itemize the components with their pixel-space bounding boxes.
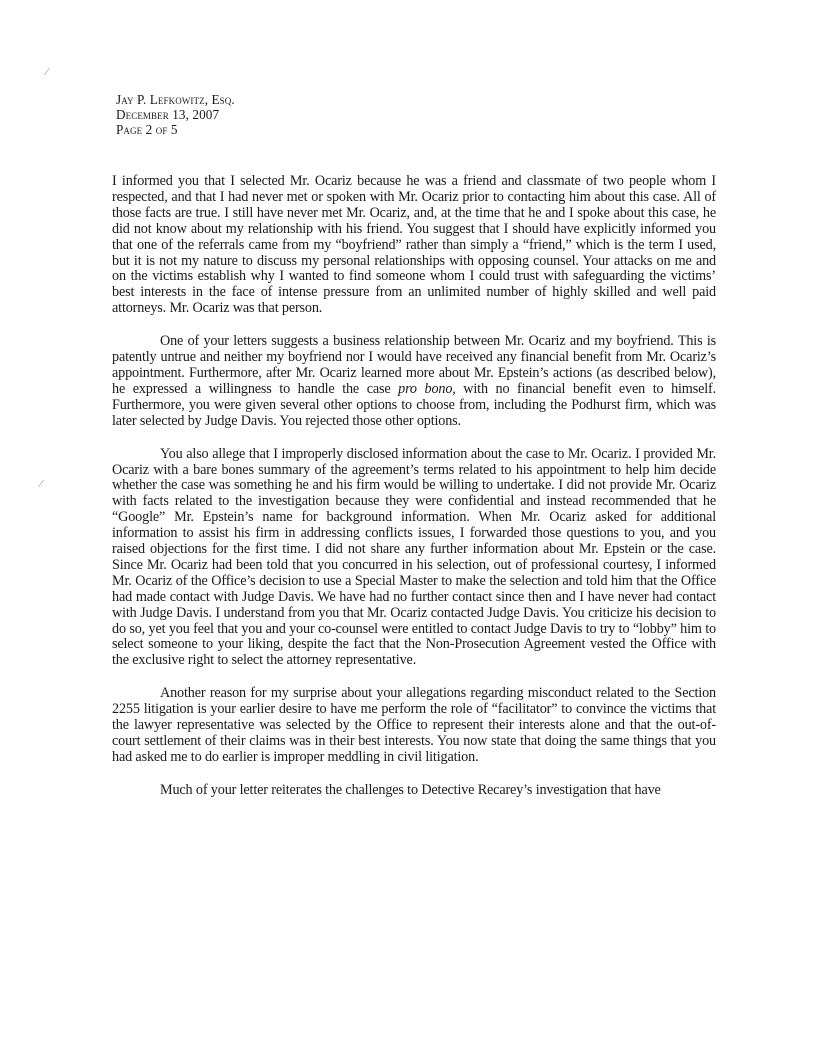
page-number: Page 2 of 5 (116, 122, 178, 137)
paragraph-5: Much of your letter reiterates the challenges to Detective Recarey’s investigation that have (160, 781, 661, 798)
paragraph-1: I informed you that I selected Mr. Ocariz because he was a friend and classmate of two people whom I respected, and that I had never met or spoken with Mr. Ocariz prior to contacting him about this case. All of those facts are true. I still have never met Mr. Ocariz, and, at the time that he and I spoke about this case, he did not know about my relationship with his friend. You suggest that I should have explicitly informed you that one of the referrals came from my “boyfriend” rather than simply a “friend,” which is the term I used, but it is not my nature to discuss my personal relationships with opposing counsel. Your attacks on me and on the victims establish why I wanted to find someone whom I could trust with safeguarding the victims’ best interests in the face of intense pressure from an unlimited number of highly skilled and well paid attorneys. Mr. Ocariz was that person. (112, 173, 716, 317)
letter-header (116, 92, 235, 137)
letter-date: December 13, 2007 (116, 107, 220, 122)
letter-body (112, 174, 716, 816)
paragraph-4: Another reason for my surprise about your allegations regarding misconduct related to the Section 2255 litigation is your earlier desire to have me perform the role of “facilitator” to convince the victims that the lawyer representative was selected by the Office to represent their interests alone and that the out-of-court settlement of their claims was in their best interests. You now state that doing the same things that you had asked me to do earlier is improper meddling in civil litigation. (112, 685, 716, 765)
paragraph-3: You also allege that I improperly disclosed information about the case to Mr. Ocariz. I provided Mr. Ocariz with a bare bones summary of the agreement’s terms related to his appointment to help him decide whether the case was something he and his firm would be willing to undertake. I did not provide Mr. Ocariz with facts related to the investigation because they were confidential and instead recommended that he “Google” Mr. Epstein’s name for background information. When Mr. Ocariz asked for additional information to assist his firm in addressing conflicts issues, I forwarded those questions to you, and you raised objections for the first time. I did not share any further information about Mr. Epstein or the case. Since Mr. Ocariz had been told that you concurred in his selection, out of professional courtesy, I informed Mr. Ocariz of the Office’s decision to use a Special Master to make the selection and told him that the Office had made contact with Judge Davis. We have had no further contact since then and I have never had contact with Judge Davis. I understand from you that Mr. Ocariz contacted Judge Davis. You criticize his decision to do so, yet you feel that you and your co-counsel were entitled to contact Judge Davis to try to “lobby” him to select someone to your liking, despite the fact that the Non-Prosecution Agreement vested the Office with the exclusive right to select the attorney representative. (112, 445, 716, 669)
paragraph-2-italic: pro bono, (398, 380, 456, 397)
paragraph-2 (112, 334, 716, 429)
paragraph-2-text-end: with no financial benefit even to himself. Furthermore, you were given several other options to choose from, including the Podhurst firm, which was later selected by Judge Davis. You rejected those other options. (112, 380, 716, 429)
paragraph-2-text: One of your letters suggests a business relationship between Mr. Ocariz and my boyfriend. This is patently untrue and neither my boyfriend nor I would have received any financial benefit from Mr. Ocariz’s appointment. Furthermore, after Mr. Ocariz learned more about Mr. Epstein’s actions (as described below), he expressed a willingness to handle the case (112, 333, 716, 397)
recipient-name: Jay P. Lefkowitz, Esq. (116, 92, 235, 107)
scan-mark: ⁄ (46, 66, 48, 78)
scan-mark: ⁄ (40, 478, 42, 490)
